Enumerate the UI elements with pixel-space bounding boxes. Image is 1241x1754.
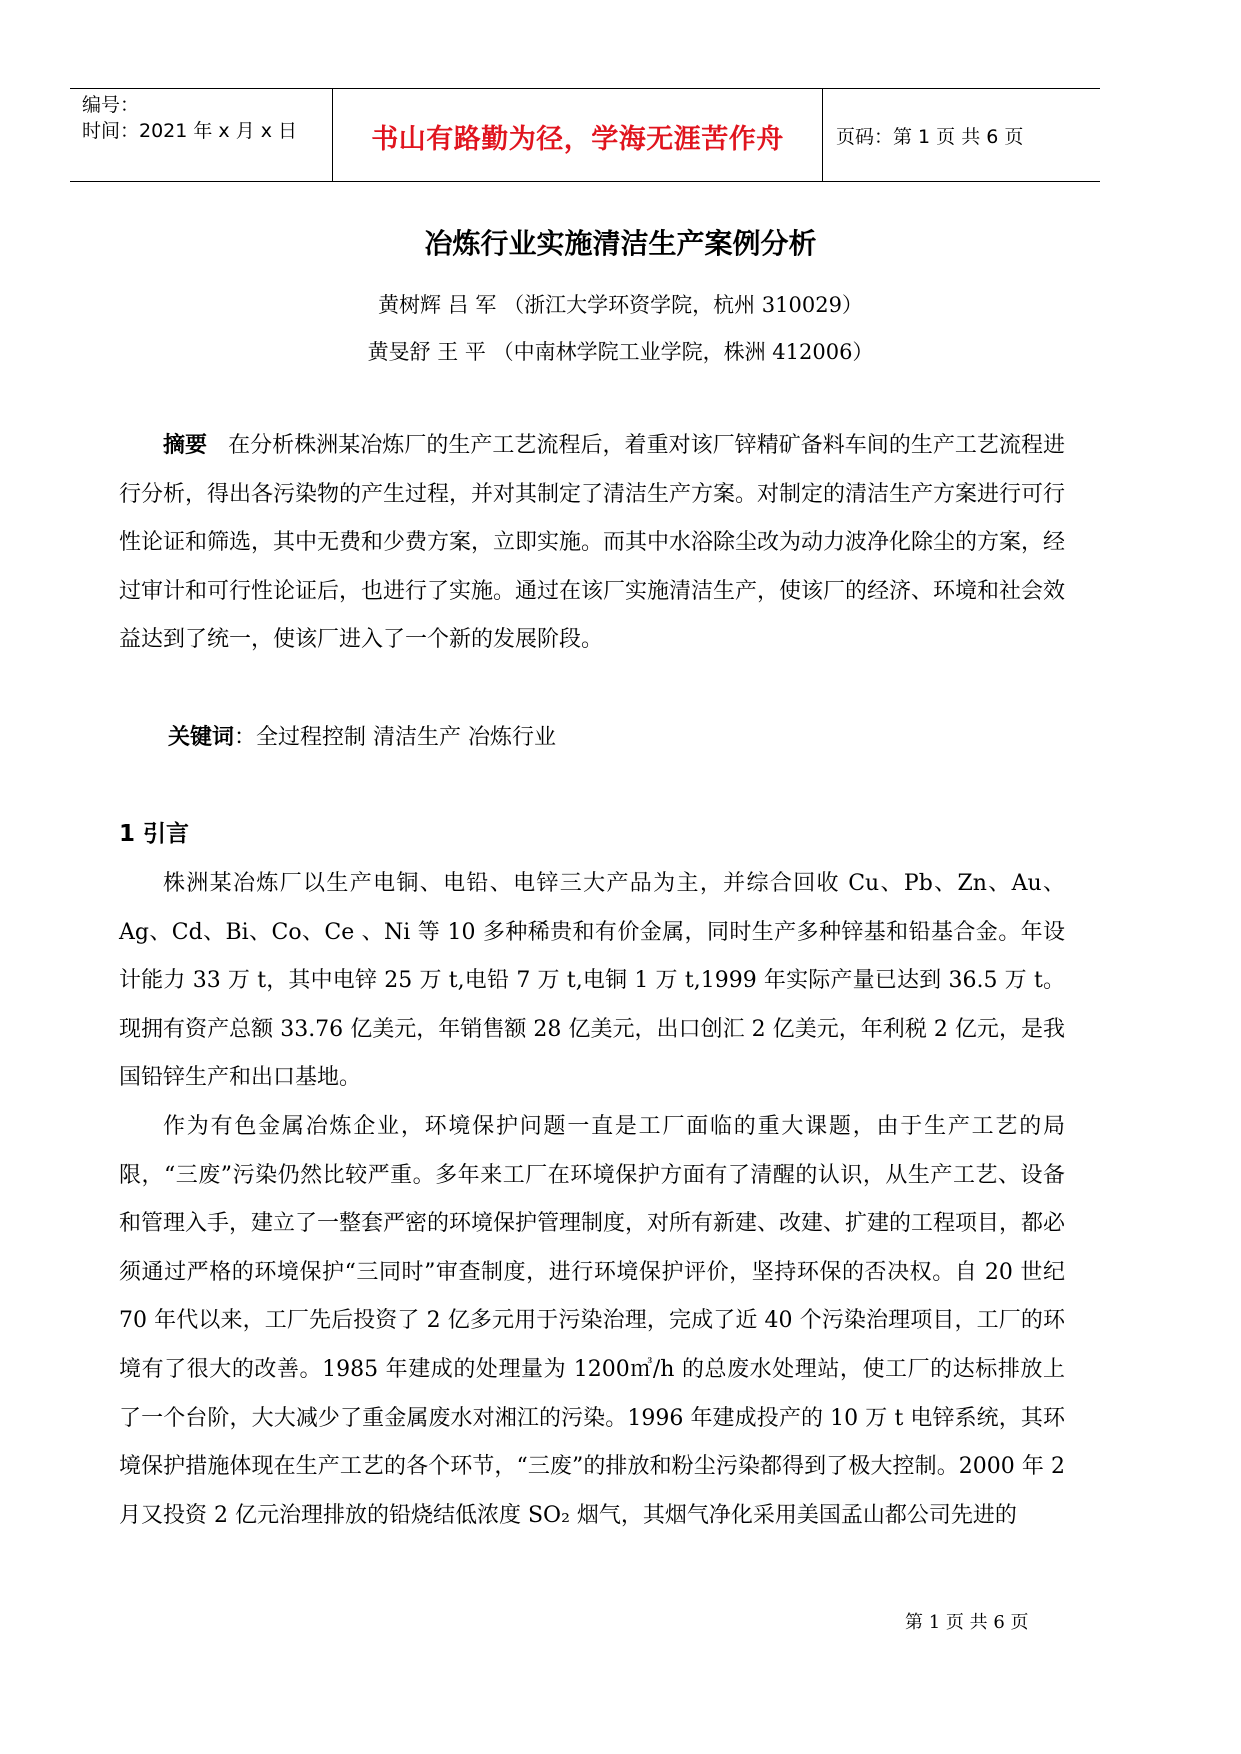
abstract-text: 在分析株洲某冶炼厂的生产工艺流程后，着重对该厂锌精矿备料车间的生产工艺流程进行分析，得出各污染物的产生过程，并对其制定了清洁生产方案。对制定的清洁生产方案进行可行性论证和筛选，其中无费和少费方案，立即实施。而其中水浴除尘改为动力波净化除尘的方案，经过审计和可行性论证后，也进行了实施。通过在该厂实施清洁生产，使该厂的经济、环境和社会效益达到了统一，使该厂进入了一个新的发展阶段。 (119, 433, 1066, 653)
body-paragraph-1 (119, 860, 1065, 1103)
header-motto-cell (332, 89, 823, 181)
header-motto: 书山有路勤为径，学海无涯苦作舟 (371, 124, 784, 155)
keywords-label: 关键词 (168, 725, 235, 750)
header-page-cell (822, 89, 1100, 181)
document-number-label: 编号： (82, 94, 140, 116)
author-line-2: 黄旻舒 王 平 （中南林学院工业学院，株洲 412006） (367, 340, 874, 364)
keywords-text: ：全过程控制 清洁生产 冶炼行业 (234, 725, 557, 750)
document-header (70, 88, 1100, 182)
abstract (119, 422, 1065, 665)
section-heading-introduction: 1 引言 (119, 821, 190, 847)
page-footer: 第 1 页 共 6 页 (905, 1612, 1029, 1633)
header-page-number: 页码：第 1 页 共 6 页 (836, 126, 1024, 148)
header-meta-cell (70, 89, 332, 181)
paragraph-1-text: 株洲某冶炼厂以生产电铜、电铅、电锌三大产品为主，并综合回收 Cu、Pb、Zn、Au、Ag、Cd、Bi、Co、Ce 、Ni 等 10 多种稀贵和有价金属，同时生产多种锌基和铅基合金。年设计能力 33 万 t，其中电锌 25 万 t,电铅 7 万 t,电铜 1 万 t,1999 年实际产量已达到 36.5 万 t。现拥有资产总额 33.76 亿美元，年销售额 28 亿美元，出口创汇 2 亿美元，年利税 2 亿元，是我国铅锌生产和出口基地。 (119, 871, 1065, 1091)
keywords (168, 720, 556, 751)
document-time-label: 时间：2021 年 x 月 x 日 (82, 120, 298, 142)
abstract-label: 摘要 (163, 433, 208, 458)
paragraph-2-text: 作为有色金属冶炼企业，环境保护问题一直是工厂面临的重大课题，由于生产工艺的局限，“三废”污染仍然比较严重。多年来工厂在环境保护方面有了清醒的认识，从生产工艺、设备和管理入手，建立了一整套严密的环境保护管理制度，对所有新建、改建、扩建的工程项目，都必须通过严格的环境保护“三同时”审查制度，进行环境保护评价，坚持环保的否决权。自 20 世纪 70 年代以来，工厂先后投资了 2 亿多元用于污染治理，完成了近 40 个污染治理项目，工厂的环境有了很大的改善。1985 年建成的处理量为 1200㎥/h 的总废水处理站，使工厂的达标排放上了一个台阶，大大减少了重金属废水对湘江的污染。1996 年建成投产的 10 万 t 电锌系统，其环境保护措施体现在生产工艺的各个环节，“三废”的排放和粉尘污染都得到了极大控制。2000 年 2 月又投资 2 亿元治理排放的铅烧结低浓度 SO₂ 烟气，其烟气净化采用美国孟山都公司先进的 (119, 1114, 1066, 1528)
body-paragraph-2 (119, 1103, 1065, 1540)
document-title: 冶炼行业实施清洁生产案例分析 (424, 227, 817, 260)
author-line-1: 黄树辉 吕 军 （浙江大学环资学院，杭州 310029） (378, 293, 863, 317)
